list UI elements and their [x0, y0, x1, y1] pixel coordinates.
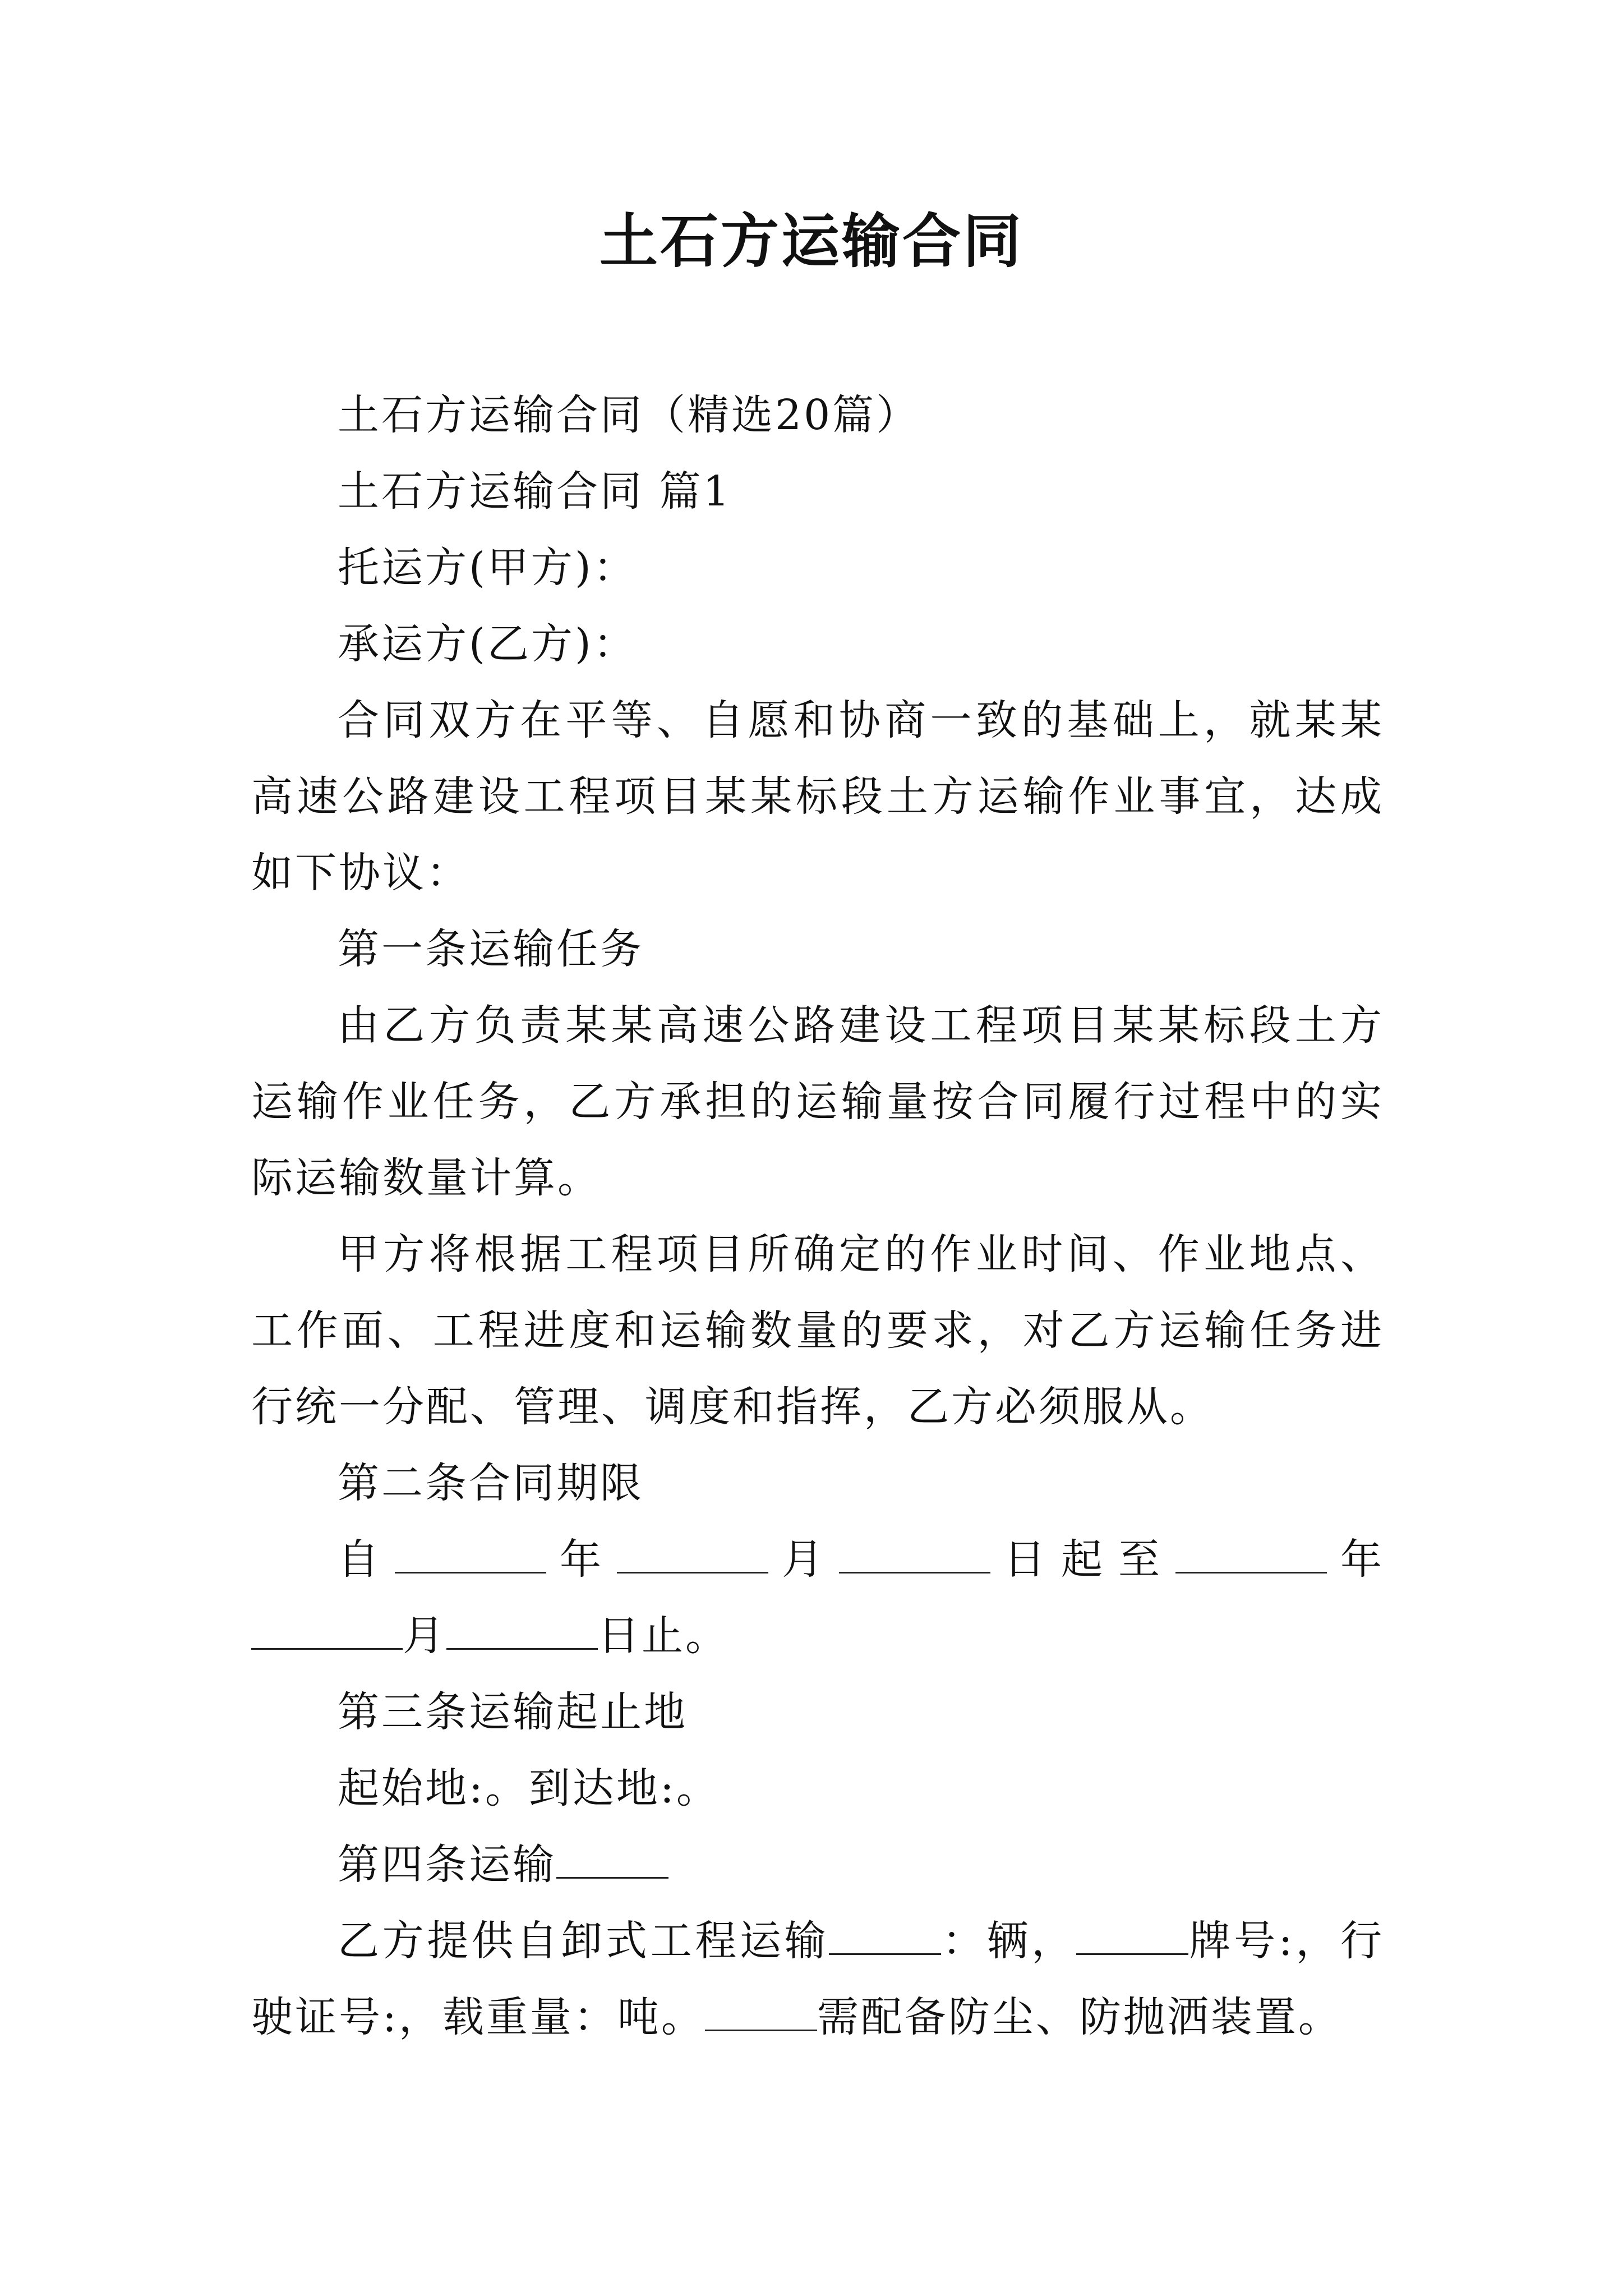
- period-day-to: 日起至: [990, 1535, 1175, 1584]
- article-1-paragraph-1: 由乙方负责某某高速公路建设工程项目某某标段土方运输作业任务，乙方承担的运输量按合同履行过程中的实际运输数量计算。: [251, 1001, 1384, 1202]
- blank-field: [446, 1613, 598, 1650]
- article-2-title: 第二条合同期限: [338, 1459, 644, 1507]
- article-4-part-1: 乙方提供自卸式工程运输: [338, 1917, 829, 1965]
- blank-field: [1076, 1918, 1188, 1955]
- article-4-text: [251, 1903, 1384, 2055]
- article-3-text: 起始地:。到达地:。: [338, 1764, 720, 1812]
- blank-field: [829, 1918, 941, 1955]
- article-4-title: 第四条运输: [338, 1841, 556, 1889]
- period-month-2: 月: [403, 1612, 446, 1660]
- party-a-line: 托运方(甲方)：: [338, 544, 637, 592]
- article-4-title-line: [251, 1826, 1384, 1903]
- article-4-part-2: ：辆，: [941, 1917, 1076, 1965]
- blank-field: [1175, 1537, 1327, 1573]
- section-heading: 土石方运输合同 篇1: [338, 467, 732, 516]
- blank-field: [705, 1995, 817, 2031]
- article-1-title: 第一条运输任务: [338, 925, 644, 973]
- period-end: 日止。: [598, 1612, 729, 1660]
- period-month-1: 月: [768, 1535, 839, 1584]
- document-title: 土石方运输合同: [599, 206, 1023, 275]
- article-1-paragraph-2: 甲方将根据工程项目所确定的作业时间、作业地点、工作面、工程进度和运输数量的要求，对乙方运输任务进行统一分配、管理、调度和指挥，乙方必须服从。: [251, 1230, 1384, 1431]
- period-year-2: 年: [1327, 1535, 1384, 1584]
- document-body: [251, 377, 1384, 2055]
- blank-field: [251, 1613, 403, 1650]
- article-4-part-4: 需配备防尘、防抛洒装置。: [817, 1993, 1342, 2041]
- article-4-part-3: 牌号:，行驶证号:，载重量：吨。: [251, 1917, 1385, 2041]
- intro-paragraph: 合同双方在平等、自愿和协商一致的基础上，就某某高速公路建设工程项目某某标段土方运输作业事宜，达成如下协议：: [251, 696, 1384, 897]
- blank-field: [839, 1537, 990, 1573]
- article-3-title: 第三条运输起止地: [338, 1688, 688, 1736]
- period-from: 自: [338, 1535, 395, 1584]
- blank-field: [395, 1537, 546, 1573]
- subtitle: 土石方运输合同（精选20篇）: [338, 391, 920, 439]
- blank-field: [556, 1842, 668, 1879]
- party-b-line: 承运方(乙方)：: [338, 620, 637, 668]
- article-2-period: [251, 1521, 1384, 1674]
- period-year-1: 年: [546, 1535, 617, 1584]
- blank-field: [617, 1537, 768, 1573]
